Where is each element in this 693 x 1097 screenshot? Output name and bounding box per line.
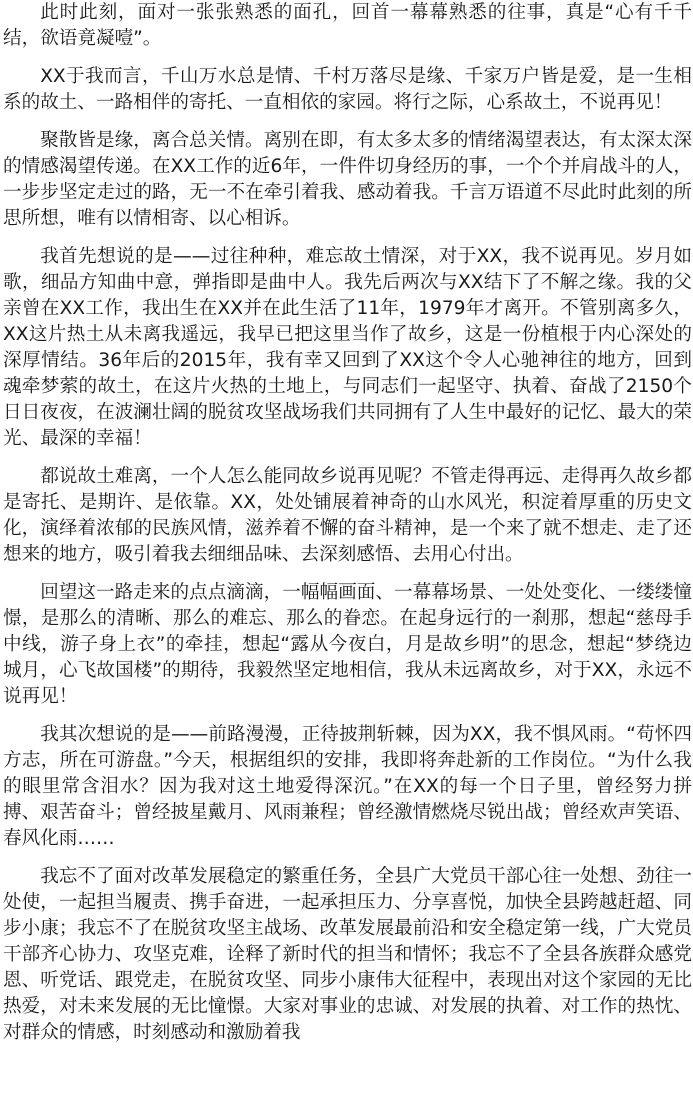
paragraph-2: XX于我而言，千山万水总是情、千村万落尽是缘、千家万户皆是爱，是一生相系的故土、一路相伴的寄托、一直相依的家园。将行之际，心系故土，不说再见！ [3, 66, 692, 113]
document-body [3, 0, 692, 1058]
paragraph-5: 都说故土难离，一个人怎么能同故乡说再见呢？不管走得再远、走得再久故乡都是寄托、是期许、是依靠。XX，处处铺展着神奇的山水风光，积淀着厚重的历史文化，演绎着浓郁的民族风情，滋养着不懈的奋斗精神，是一个来了就不想走、走了还想来的地方，吸引着我去细细品味、去深刻感悟、去用心付出。 [3, 466, 692, 565]
paragraph-4: 我首先想说的是——过往种种，难忘故土情深，对于XX，我不说再见。岁月如歌，细品方知曲中意，弹指即是曲中人。我先后两次与XX结下了不解之缘。我的父亲曾在XX工作，我出生在XX并在此生活了11年，1979年才离开。不管别离多久，XX这片热土从未离我遥远，我早已把这里当作了故乡，这是一份植根于内心深处的深厚情结。36年后的2015年，我有幸又回到了XX这个令人心驰神往的地方，回到魂牵梦萦的故土，在这片火热的土地上，与同志们一起坚守、执着、奋战了2150个日日夜夜，在波澜壮阔的脱贫攻坚战场我们共同拥有了人生中最好的记忆、最大的荣光、最深的幸福！ [3, 246, 692, 449]
paragraph-8: 我忘不了面对改革发展稳定的繁重任务，全县广大党员干部心往一处想、劲往一处使，一起担当履责、携手奋进，一起承担压力、分享喜悦，加快全县跨越赶超、同步小康；我忘不了在脱贫攻坚主战场、改革发展最前沿和安全稳定第一线，广大党员干部齐心协力、攻坚克难，诠释了新时代的担当和情怀；我忘不了全县各族群众感党恩、听党话、跟党走，在脱贫攻坚、同步小康伟大征程中，表现出对这个家园的无比热爱，对未来发展的无比憧憬。大家对事业的忠诚、对发展的执着、对工作的热忱、对群众的情感，时刻感动和激励着我 [3, 866, 692, 1043]
paragraph-6: 回望这一路走来的点点滴滴，一幅幅画面、一幕幕场景、一处处变化、一缕缕憧憬，是那么的清晰、那么的难忘、那么的眷恋。在起身远行的一刹那，想起“慈母手中线，游子身上衣”的牵挂，想起“露从今夜白，月是故乡明”的思念，想起“梦绕边城月，心飞故国楼”的期待，我毅然坚定地相信，我从未远离故乡，对于XX，永远不说再见！ [3, 582, 692, 707]
paragraph-3: 聚散皆是缘，离合总关情。离别在即，有太多太多的情绪渴望表达，有太深太深的情感渴望传递。在XX工作的近6年，一件件切身经历的事，一个个并肩战斗的人，一步步坚定走过的路，无一不在牵引着我、感动着我。千言万语道不尽此时此刻的所思所想，唯有以情相寄、以心相诉。 [3, 130, 692, 229]
paragraph-7: 我其次想说的是——前路漫漫，正待披荆斩棘，因为XX，我不惧风雨。“苟怀四方志，所在可游盘。”今天，根据组织的安排，我即将奔赴新的工作岗位。“为什么我的眼里常含泪水？因为我对这土地爱得深沉。”在XX的每一个日子里，曾经努力拼搏、艰苦奋斗；曾经披星戴月、风雨兼程；曾经激情燃烧尽锐出战；曾经欢声笑语、春风化雨…… [3, 724, 692, 849]
paragraph-1: 此时此刻，面对一张张熟悉的面孔，回首一幕幕熟悉的往事，真是“心有千千结，欲语竟凝噎”。 [3, 2, 692, 49]
